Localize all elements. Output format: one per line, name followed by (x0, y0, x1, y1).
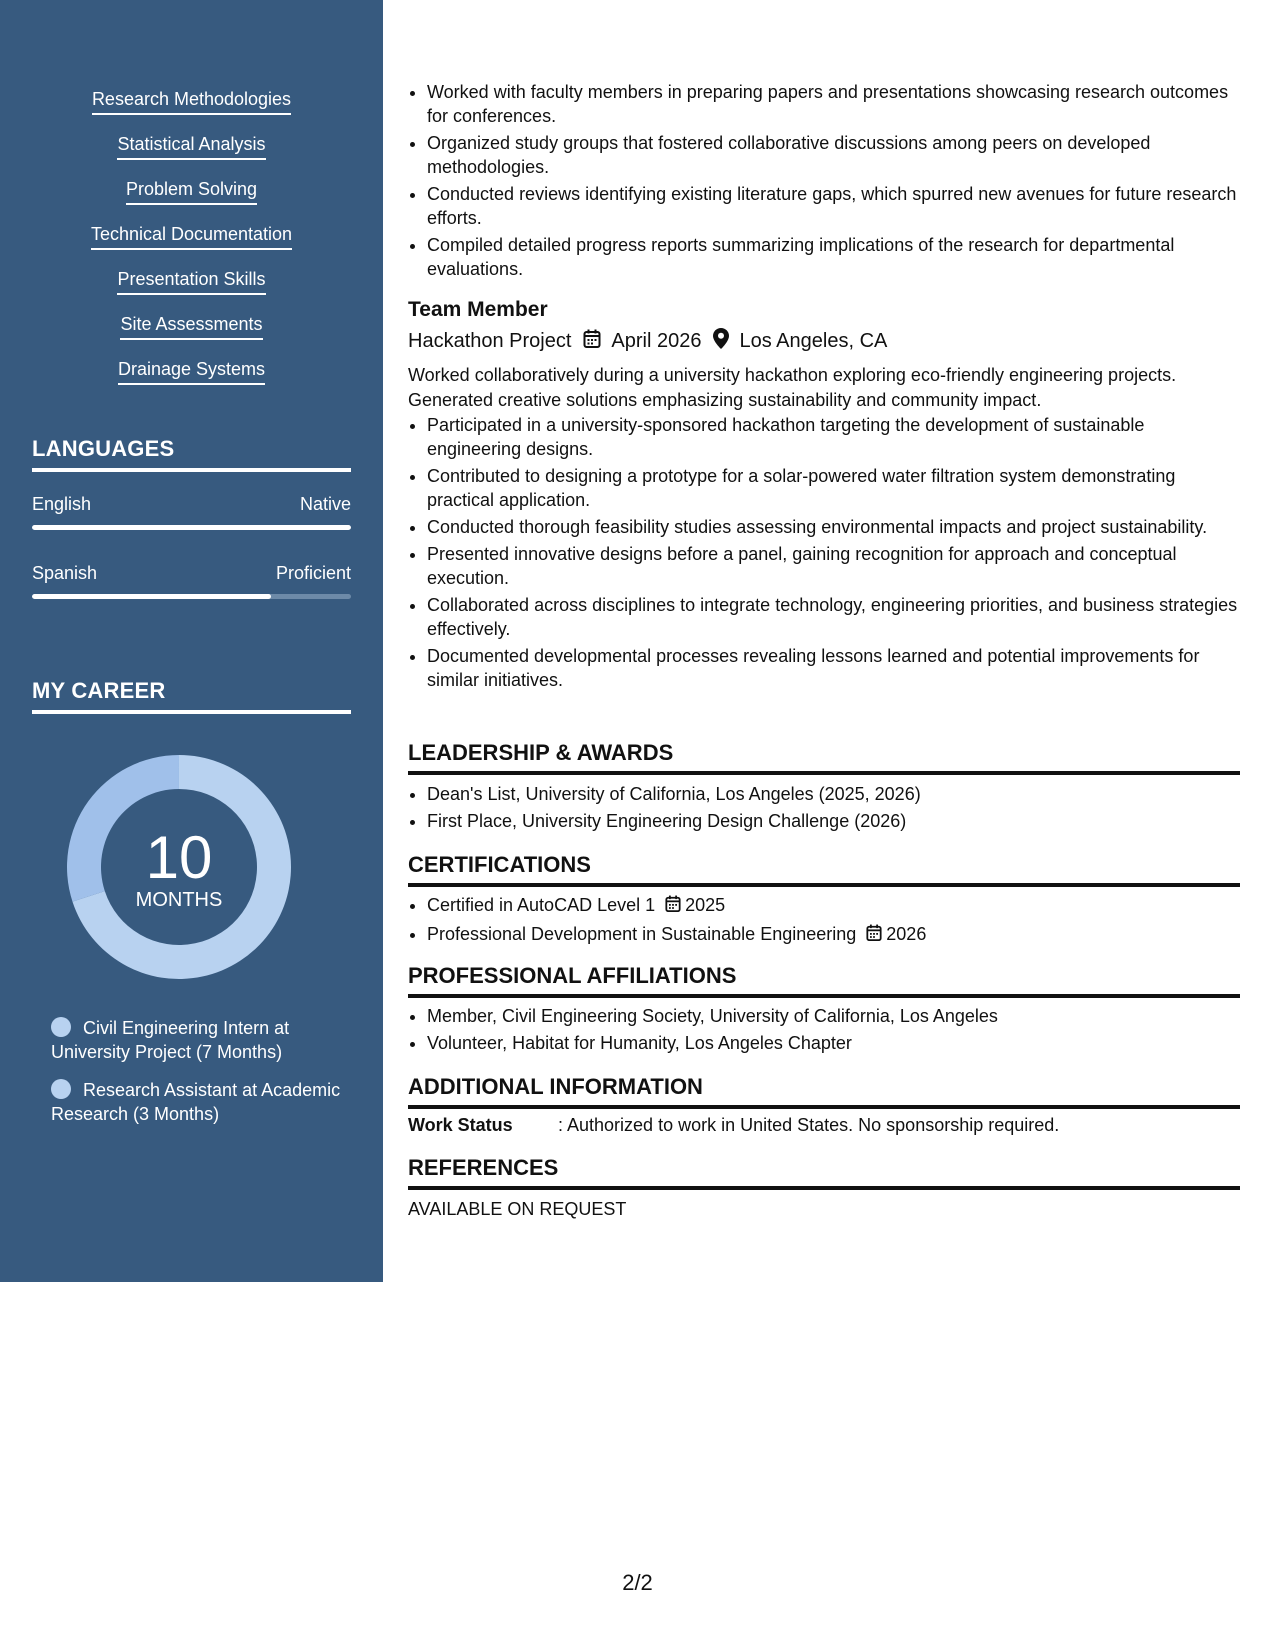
affiliations-list (408, 1004, 1240, 1058)
calendar-icon (866, 924, 882, 948)
language-bar-fill (32, 525, 351, 530)
legend-dot (51, 1017, 71, 1037)
additional-info-heading: ADDITIONAL INFORMATION (408, 1074, 1240, 1109)
list-item (427, 922, 1240, 948)
language-level: Native (299, 494, 351, 514)
list-item: • Worked with faculty members in preparing papers and presentations showcasing research outcomes for conferences. (427, 80, 1240, 128)
list-item: • Contributed to designing a prototype for a solar-powered water filtration system demonstrating practical application. (427, 464, 1240, 512)
list-item: • Collaborated across disciplines to integrate technology, engineering priorities, and business strategies effectively. (427, 593, 1240, 641)
career-item: Research Assistant at Academic Research (3 Months) (51, 1080, 341, 1124)
skill-item: Problem Solving (0, 176, 383, 221)
career-item: Civil Engineering Intern at University Project (7 Months) (51, 1018, 290, 1062)
location-pin-icon (713, 328, 729, 355)
skill-item: Drainage Systems (0, 356, 383, 401)
job-summary: Worked collaboratively during a university hackathon exploring eco-friendly engineering projects. Generated creative solutions emphasizing sustainability and community impact. (408, 365, 1177, 410)
calendar-icon (583, 329, 601, 355)
certification-name: Certified in AutoCAD Level 1 (427, 895, 656, 915)
list-item: • Documented developmental processes revealing lessons learned and potential improvements for similar initiatives. (427, 644, 1240, 692)
skill-item: Site Assessments (0, 311, 383, 356)
certifications-heading: CERTIFICATIONS (408, 852, 1240, 887)
work-status-value: : Authorized to work in United States. No sponsorship required. (558, 1115, 1060, 1135)
skill-item: Presentation Skills (0, 266, 383, 311)
certification-year: 2026 (886, 924, 927, 944)
list-item: • Volunteer, Habitat for Humanity, Los Angeles Chapter (427, 1031, 1240, 1055)
language-name: Spanish (32, 563, 98, 583)
career-total-unit: MONTHS (135, 889, 223, 911)
work-status-label: Work Status (408, 1115, 513, 1135)
sidebar (0, 0, 383, 1282)
certification-year: 2025 (685, 895, 726, 915)
languages-heading: LANGUAGES (32, 436, 351, 472)
list-item: • Organized study groups that fostered collaborative discussions among peers on developed methodologies. (427, 131, 1240, 179)
job-meta (408, 328, 1240, 355)
list-item: • Compiled detailed progress reports summarizing implications of the research for departmental evaluations. (427, 233, 1240, 281)
job-date: April 2026 (611, 330, 702, 352)
skill-item: Research Methodologies (0, 86, 383, 131)
references-text: AVAILABLE ON REQUEST (408, 1199, 627, 1219)
leadership-list (408, 782, 1240, 836)
work-status-row (408, 1115, 1240, 1136)
list-item: • Presented innovative designs before a panel, gaining recognition for approach and conceptual execution. (427, 542, 1240, 590)
language-bar-spanish (32, 594, 351, 599)
list-item: • Conducted thorough feasibility studies assessing environmental impacts and project sustainability. (427, 515, 1240, 539)
certification-name: Professional Development in Sustainable Engineering (427, 924, 857, 944)
language-row-spanish (32, 563, 351, 584)
list-item: • First Place, University Engineering Design Challenge (2026) (427, 809, 1240, 833)
list-item (427, 893, 1240, 919)
language-bar-fill (32, 594, 271, 599)
job-org: Hackathon Project (408, 330, 572, 352)
language-level: Proficient (275, 563, 351, 583)
list-item: • Participated in a university-sponsored hackathon targeting the development of sustainable engineering designs. (427, 413, 1240, 461)
list-item: • Dean's List, University of California, Los Angeles (2025, 2026) (427, 782, 1240, 806)
legend-dot (51, 1079, 71, 1099)
language-name: English (32, 494, 92, 514)
language-row-english (32, 494, 351, 515)
leadership-heading: LEADERSHIP & AWARDS (408, 740, 1240, 775)
skill-item: Technical Documentation (0, 221, 383, 266)
skill-item: Statistical Analysis (0, 131, 383, 176)
certifications-list (408, 893, 1240, 951)
calendar-icon (665, 895, 681, 919)
list-item: • Conducted reviews identifying existing literature gaps, which spurred new avenues for future research efforts. (427, 182, 1240, 230)
list-item: • Member, Civil Engineering Society, University of California, Los Angeles (427, 1004, 1240, 1028)
previous-job-bullets (408, 80, 1240, 284)
references-heading: REFERENCES (408, 1155, 1240, 1190)
career-total-value: 10 (145, 824, 213, 891)
career-heading: MY CAREER (32, 678, 351, 714)
page-number: 2/2 (622, 1570, 653, 1595)
skills-list (0, 86, 383, 401)
language-bar-english (32, 525, 351, 530)
job-entry (408, 298, 1240, 695)
job-title: Team Member (408, 298, 548, 321)
affiliations-heading: PROFESSIONAL AFFILIATIONS (408, 963, 1240, 998)
job-location: Los Angeles, CA (739, 330, 888, 352)
